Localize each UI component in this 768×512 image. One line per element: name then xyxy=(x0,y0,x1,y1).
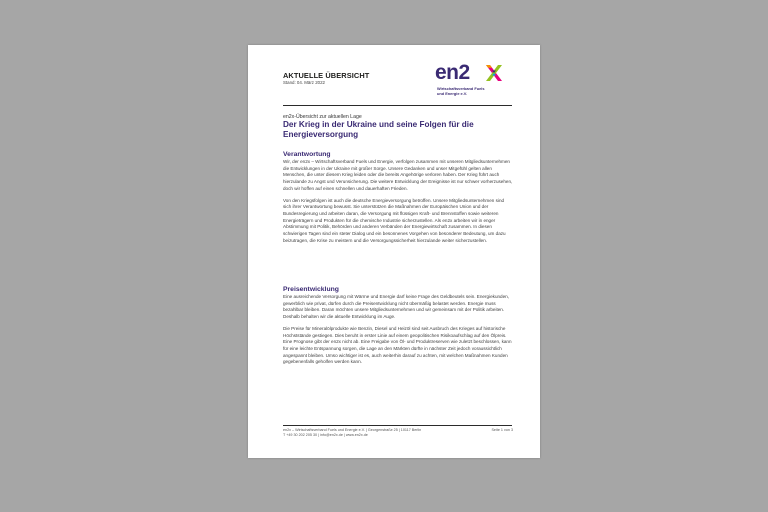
document-headline: Der Krieg in der Ukraine und seine Folgen für die Energieversorgung xyxy=(283,120,474,139)
section-verantwortung xyxy=(283,151,513,249)
paragraph: Wir, der en2x – Wirtschaftsverband Fuels und Energie, verfolgen zusammen mit unseren Mitgliedsunternehmen die Entwicklungen in der Ukraine mit großer Sorge. Unsere Gedanken und unser Mitgefühl gelten allen Menschen, die unter diesem Krieg leiden oder die bereits Angehörige verloren haben. Der Krieg führt auch hierzulande zu Angst und Verunsicherung. Die weitere Entwicklung der Ereignisse ist nur schwer vorherzusehen, doch wir hoffen auf einen schnellen und dauerhaften Frieden. xyxy=(283,159,513,191)
footer-divider xyxy=(283,425,512,426)
logo-wordmark: en2 xyxy=(435,61,470,84)
paragraph: Eine ausreichende Versorgung mit Wärme und Energie darf keine Frage des Geldbeutels sein. Energiekunden, gewerblich wie privat, dürfen durch die Preisentwicklung nicht übermäßig belastet werden. Energie muss bezahlbar bleiben. Daran möchten unsere Mitgliedsunternehmen und wir gemeinsam mit der Politik arbeiten. Deshalb behalten wir die aktuelle Entwicklung im Auge. xyxy=(283,294,509,320)
section-preisentwicklung xyxy=(283,286,513,371)
section-heading: Verantwortung xyxy=(283,151,331,158)
section-heading: Preisentwicklung xyxy=(283,286,339,293)
logo-x-mark xyxy=(485,64,503,82)
paragraph: Von den Kriegsfolgen ist auch die deutsche Energieversorgung betroffen. Unsere Mitgliedsunternehmen sind sich ihrer Verantwortung bewusst. Sie unterstützen die Maßnahmen der Europäischen Union und der Bundesregierung und arbeiten daran, die Versorgung mit flüssigen Kraft- und Brennstoffen sowie weiteren Energieträgern und Produkten für die chemische Industrie sicherzustellen. Als en2x arbeiten wir in enger Abstimmung mit Politik, Behörden und anderen Verbänden der Energiewirtschaft zusammen. In diesen schwierigen Tagen sind ein steter Dialog und ein besonnenes Vorgehen von besonderer Bedeutung, um dazu beizutragen, die Krise zu meistern und die Versorgungssicherheit hierzulande weiter sicherzustellen. xyxy=(283,197,506,243)
document-kicker: en2x-Übersicht zur aktuellen Lage xyxy=(283,114,362,120)
footer-contact: T +49 30 202 205 30 | info@en2x.de | www.en2x.de xyxy=(283,433,368,438)
document-type-title: AKTUELLE ÜBERSICHT xyxy=(283,71,370,80)
document-date: Stand: 04. März 2022 xyxy=(283,80,325,85)
header-divider xyxy=(283,105,512,106)
en2x-logo xyxy=(435,61,507,101)
document-footer xyxy=(283,428,513,438)
paragraph: Die Preise für Mineralölprodukte wie Benzin, Diesel und Heizöl sind seit Ausbruch des Krieges auf historische Höchststände gestiegen. Dies beruht in erster Linie auf einem geopolitischen Risikoaufschlag auf den Ölpreis. Eine Prognose gibt der en2x nicht ab. Eine Freigabe von Öl- und Produktreserven wie zuletzt beschlossen, kann für eine leichte Entspannung sorgen, die Lage an den Märkten dürfte in nächster Zeit jedoch voraussichtlich angespannt bleiben. Umso wichtiger ist es, auch weiterhin darauf zu achten, mit welchen Maßnahmen Kunden gegebenenfalls geholfen werden kann. xyxy=(283,325,512,365)
footer-address: en2x – Wirtschaftsverband Fuels und Energie e.V. | Georgenstraße 25 | 10117 Berlin xyxy=(283,428,422,432)
page-number: Seite 1 von 3 xyxy=(491,428,513,432)
logo-subtitle: Wirtschaftsverband Fuels und Energie e.V. xyxy=(437,86,485,96)
document-page xyxy=(248,45,540,458)
